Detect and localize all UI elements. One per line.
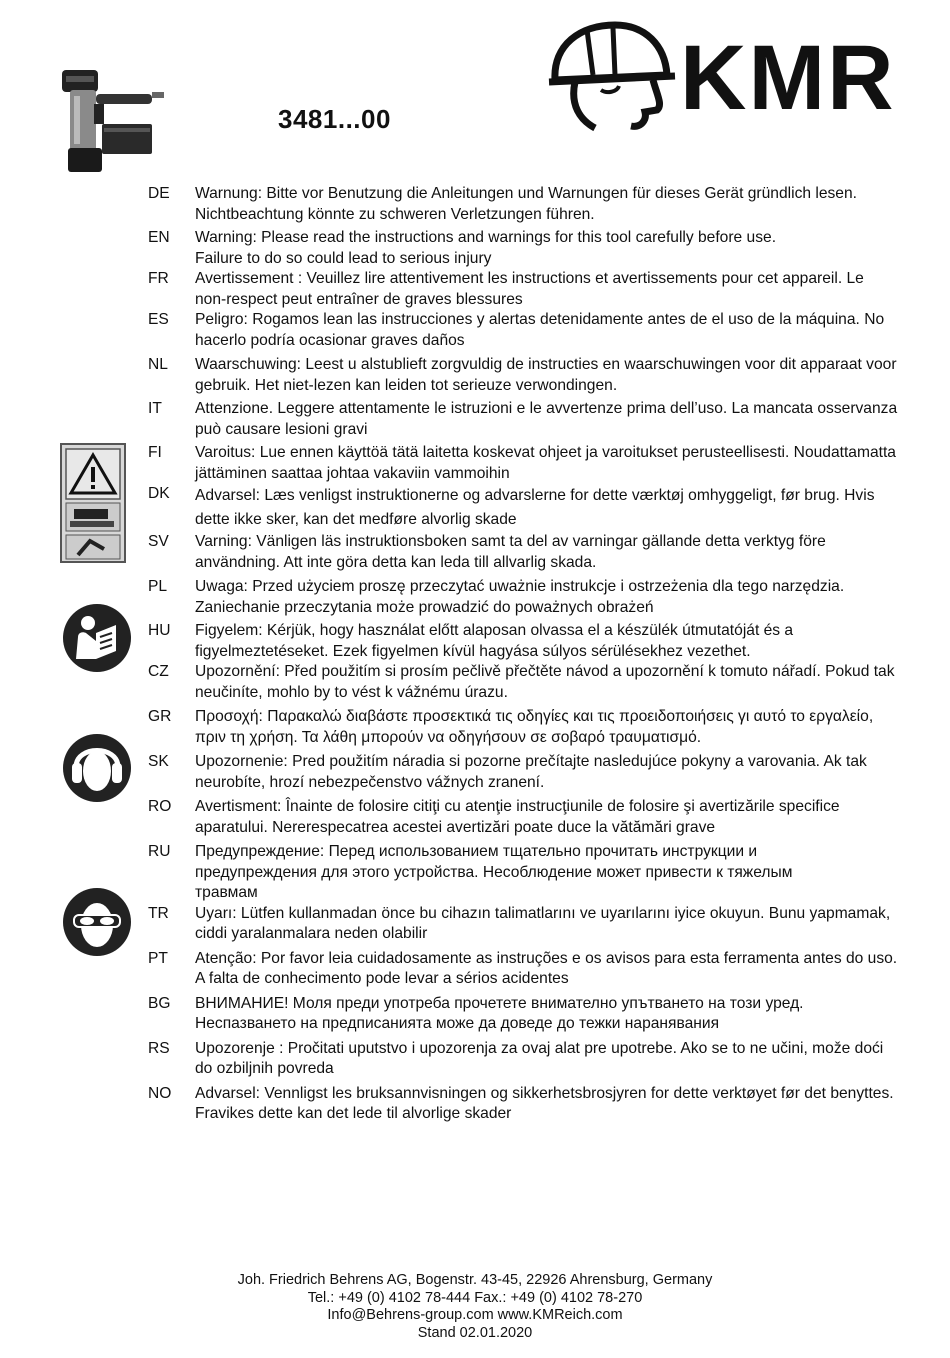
warning-row-sv: [148, 532, 898, 573]
warning-row-ro: [148, 797, 898, 838]
warning-row-bg: [148, 994, 898, 1035]
warning-text: Varning: Vänligen läs instruktionsboken samt ta del av varningar gällande detta verktyg före användning. Att inte göra detta kan leda till allvarlig skada.: [195, 533, 826, 571]
footer-date: Stand 02.01.2020: [417, 1324, 533, 1341]
warning-text: Peligro: Rogamos lean las instrucciones y alertas detenidamente antes de el uso de la máquina. No hacerlo podría ocasionar graves daños: [195, 311, 885, 349]
language-code: NL: [148, 356, 168, 373]
language-code: IT: [148, 400, 162, 417]
brand-name: KMR: [680, 27, 896, 129]
warning-row-tr: [148, 904, 898, 945]
language-code: NO: [148, 1084, 172, 1102]
warning-row-nl: [148, 355, 898, 396]
eye-protection-icon: [62, 887, 132, 957]
warning-row-it: [148, 399, 898, 440]
warning-row-pt: [148, 949, 898, 990]
warning-row-en: [148, 228, 898, 269]
warning-text: Warnung: Bitte vor Benutzung die Anleitungen und Warnungen für dieses Gerät gründlich lesen. Nichtbeachtung könnte zu schweren Verletzungen führen.: [195, 185, 857, 223]
warning-row-es: [148, 310, 898, 351]
nailer-tool-image: [52, 62, 170, 177]
language-code: TR: [148, 904, 169, 922]
warning-sign-panel: [60, 443, 126, 563]
read-manual-icon: [62, 603, 132, 673]
warning-text: Atenção: Por favor leia cuidadosamente as instruções e os avisos para esta ferramenta antes do uso. A falta de conhecimento pode levar a sérios acidentes: [195, 949, 898, 987]
warning-text: Attenzione. Leggere attentamente le istruzioni e le avvertenze prima dell’uso. La mancata osservanza può causare lesioni gravi: [195, 400, 898, 438]
language-code: SV: [148, 533, 169, 550]
warning-row-rs: [148, 1039, 898, 1080]
language-code: DK: [148, 485, 170, 502]
language-code: PL: [148, 578, 168, 595]
warning-text: Upozornění: Před použitím si prosím pečlivě přečtěte návod a upozornění k tomuto nářadí. Pokud tak neučiníte, mohlo by to vést k vážnému úrazu.: [195, 663, 895, 701]
warning-text: Upozorenje : Pročitati uputstvo i upozorenja za ovaj alat pre upotrebe. Ako se to ne učini, može doći do ozbiljnih povreda: [195, 1039, 884, 1077]
warning-text: Warning: Please read the instructions and warnings for this tool carefully before use. Failure to do so could lead to serious injury: [195, 229, 777, 267]
warning-text: Advarsel: Vennligst les bruksannvisningen og sikkerhetsbrosjyren for dette verktøyet før det benyttes. Fravikes dette kan det lede til alvorlige skader: [195, 1084, 894, 1122]
language-code: RO: [148, 798, 172, 815]
language-code: ES: [148, 311, 169, 328]
language-code: BG: [148, 994, 171, 1012]
warning-row-cz: [148, 662, 898, 703]
language-code: GR: [148, 708, 172, 725]
warning-text: Uyarı: Lütfen kullanmadan önce bu cihazın talimatlarını ve uyarılarını iyice okuyun. Bunu yapmamak, ciddi yaralanmalara neden olabilir: [195, 904, 891, 942]
language-code: DE: [148, 185, 170, 202]
warning-row-hu: [148, 621, 898, 662]
warning-row-ru: [148, 842, 898, 904]
warning-text: Uwaga: Przed użyciem proszę przeczytać uważnie instrukcje i ostrzeżenia dla tego narzędzia. Zaniechanie przeczytania może prowadzić do poważnych obrażeń: [195, 578, 845, 616]
language-code: HU: [148, 622, 171, 639]
warning-row-no: [148, 1084, 898, 1125]
warning-list: [148, 184, 898, 1125]
warning-text: Advarsel: Læs venligst instruktionerne og advarslerne for dette værktøj omhyggeligt, før brug. Hvis dette ikke sker, kan det medføre alvorlig skade: [195, 487, 875, 528]
footer-phone-fax: Tel.: +49 (0) 4102 78-444 Fax.: +49 (0) 4102 78-270: [307, 1289, 643, 1306]
language-code: PT: [148, 949, 168, 967]
warning-row-sk: [148, 752, 898, 793]
warning-text: Προσοχή: Παρακαλώ διαβάστε προσεκτικά τις οδηγίες και τις προειδοποιήσεις γι αυτό το εργαλείο, πριν τη χρήση. Τα λάθη μπορούν να οδηγήσουν σε σοβαρό τραυματισμό.: [195, 708, 874, 746]
ear-protection-icon: [62, 733, 132, 803]
warning-row-gr: [148, 707, 898, 748]
warning-row-dk: [148, 484, 898, 532]
warning-text: Upozornenie: Pred použitím náradia si pozorne prečítajte nasledujúce pokyny a varovania. Ak tak neurobíte, hrozí nebezpečenstvo vážnych zranení.: [195, 753, 867, 791]
language-code: RU: [148, 843, 171, 860]
language-code: SK: [148, 753, 169, 770]
warning-text: Figyelem: Kérjük, hogy használat előtt alaposan olvassa el a készülék útmutatóját és a figyelmeztetéseket. Ezek figyelmen kívül hagyása súlyos sérülésekhez vezethet.: [195, 622, 794, 660]
warning-row-pl: [148, 577, 898, 618]
warning-text: Avertisment: Înainte de folosire citiţi cu atenţie instrucţiunile de folosire şi avertizările specifice aparatului. Nererespecatrea acestei avertizări poate duce la vătămări grave: [195, 798, 840, 836]
warning-row-fi: [148, 443, 898, 484]
language-code: EN: [148, 229, 170, 246]
language-code: CZ: [148, 663, 169, 680]
warning-text: Waarschuwing: Leest u alstublieft zorgvuldig de instructies en waarschuwingen voor dit apparaat voor gebruik. Het niet-lezen kan leiden tot serieuze verwondingen.: [195, 356, 897, 394]
footer-email-web: Info@Behrens-group.com www.KMReich.com: [327, 1307, 623, 1323]
warning-text: Varoitus: Lue ennen käyttöä tätä laitetta koskevat ohjeet ja varoitukset perusteellisesti. Noudattamatta jättäminen saattaa johtaa vakaviin vammoihin: [195, 444, 896, 482]
footer: [0, 1272, 950, 1342]
language-code: RS: [148, 1039, 170, 1057]
warning-row-de: [148, 184, 898, 225]
footer-address: Joh. Friedrich Behrens AG, Bogenstr. 43-45, 22926 Ahrensburg, Germany: [237, 1272, 713, 1288]
warning-text: ВНИМАНИЕ! Моля преди употреба прочетете внимателно упътването на този уред. Неспазването на предписанията може да доведе до тежки наранявания: [195, 994, 804, 1032]
warning-text: Предупреждение: Перед использованием тщательно прочитать инструкции и предупреждения для этого устройства. Несоблюдение может привести к тяжелым травмам: [195, 843, 793, 901]
warning-text: Avertissement : Veuillez lire attentivement les instructions et avertissements pour cet appareil. Le non-respect peut entraîner de graves blessures: [195, 270, 864, 308]
model-number: 3481...00: [278, 104, 391, 134]
language-code: FR: [148, 270, 169, 287]
language-code: FI: [148, 444, 162, 461]
warning-row-fr: [148, 269, 898, 310]
